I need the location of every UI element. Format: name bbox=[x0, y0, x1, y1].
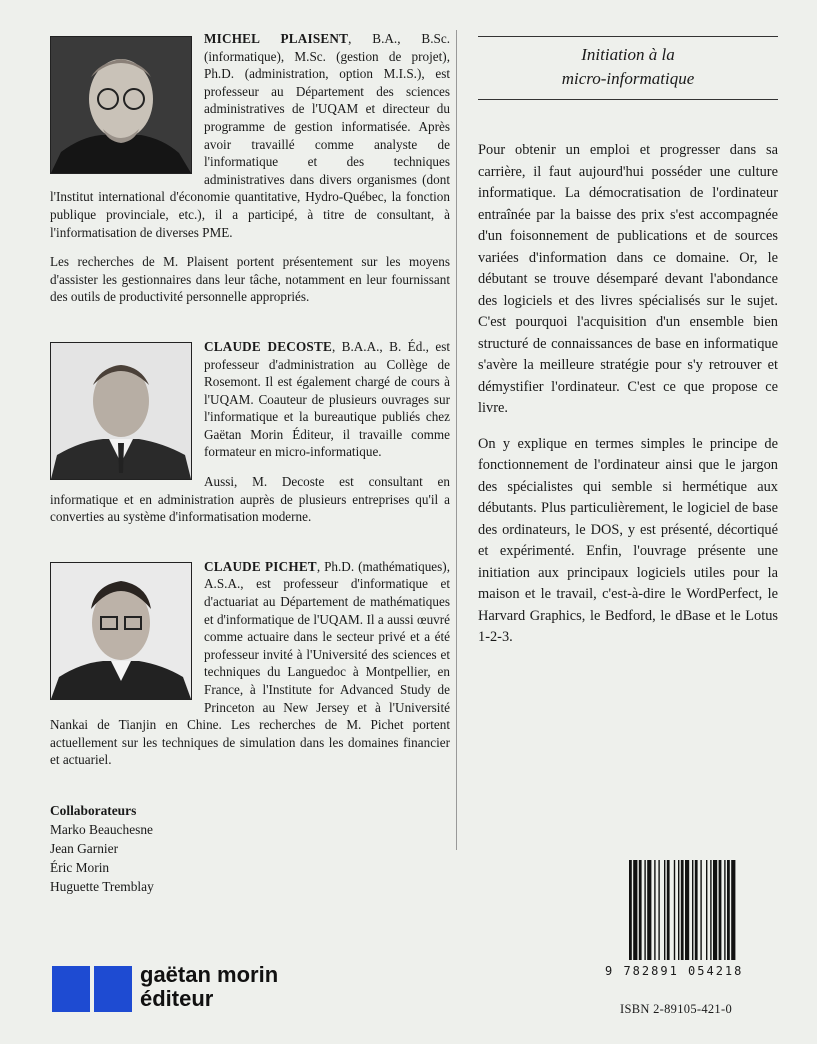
author-name: CLAUDE DECOSTE bbox=[204, 338, 332, 354]
barcode-image bbox=[627, 860, 775, 962]
barcode-bar bbox=[678, 860, 679, 960]
portrait-image bbox=[51, 343, 191, 479]
author-bio-text: , B.A.A., B. Éd., est professeur d'administration au Collège de Rosemont. Il est également chargé de cours à l'UQAM. Coauteur de plusieurs ouvrages sur l'informatique et la bureautique publiés chez Gaëtan Morin Éditeur, il travaille comme formateur en micro-informatique. bbox=[204, 338, 451, 460]
collaborators-list bbox=[50, 801, 450, 896]
barcode-bar bbox=[647, 860, 651, 960]
barcode-bar bbox=[644, 860, 645, 960]
portrait-image bbox=[51, 563, 191, 699]
barcode-bar bbox=[674, 860, 675, 960]
authors-column bbox=[50, 30, 450, 896]
author-photo-pichet bbox=[50, 562, 192, 700]
author-bio-text: , Ph.D. (mathématiques), A.S.A., est professeur d'informatique et d'actuariat au Département de mathématiques et d'informatique de l'UQAM. Il a aussi œuvré comme actuaire dans le secteur privé et a été professeur invité à l'Université des sciences et techniques du Languedoc à Montpellier, en France, à l'Institute for Advanced Study de Princeton au New Jersey et à l'Université Nankai de Tianjin en Chine. Les recherches de M. Pichet portent actuellement sur les techniques de simulation dans les domaines financier et actuariel. bbox=[50, 558, 450, 768]
barcode-bar bbox=[719, 860, 722, 960]
book-title-line: Initiation à la bbox=[581, 45, 675, 64]
barcode-bar bbox=[695, 860, 698, 960]
collaborator-name: Jean Garnier bbox=[50, 840, 119, 856]
barcode-area bbox=[605, 860, 777, 980]
barcode-bar bbox=[706, 860, 707, 960]
book-description bbox=[478, 140, 778, 649]
portrait-image bbox=[51, 37, 191, 173]
collaborators-title: Collaborateurs bbox=[50, 802, 137, 818]
column-divider bbox=[456, 30, 457, 850]
barcode-bar bbox=[633, 860, 637, 960]
author-name: CLAUDE PICHET bbox=[204, 558, 317, 574]
barcode-bar bbox=[700, 860, 701, 960]
barcode-digits: 9 782891 054218 bbox=[605, 964, 744, 978]
author-bio-text: , B.A., B.Sc. (informatique), M.Sc. (gestion de projet), Ph.D. (administration, option M.I.S.), est professeur au Département des sciences administratives de l'UQAM et directeur du programme de gestion informatisée. Après avoir travaillé comme analyste de l'informatique et des techniques administratives dans divers organismes (dont l'Institut international d'économie quantitative, Hydro-Québec, la fonction publique provinciale, etc.), il a participé, à titre de consultant, à l'informatisation de diverses PME. bbox=[50, 31, 450, 240]
book-title-line: micro-informatique bbox=[561, 69, 695, 88]
barcode-bar bbox=[685, 860, 689, 960]
barcode-bar bbox=[710, 860, 711, 960]
collaborator-name: Marko Beauchesne bbox=[50, 821, 153, 837]
publisher-name-line: éditeur bbox=[140, 986, 214, 1011]
barcode-bar bbox=[724, 860, 725, 960]
publisher-name-line: gaëtan morin bbox=[140, 962, 279, 987]
description-paragraph: On y explique en termes simples le principe de fonctionnement de l'ordinateur ainsi que le jargon des spécialistes qui semble si hermétique aux débutants. Plus particulièrement, le logiciel de base des ordinateurs, le DOS, y est présenté, décortiqué et expérimenté. Enfin, l'ouvrage présente une initiation aux principaux logiciels utiles pour la maison et le travail, c'est-à-dire le WordPerfect, le Harvard Graphics, le Bedford, le dBase et le Lotus 1-2-3. bbox=[478, 435, 778, 645]
author-bio-text: Aussi, M. Decoste est consultant en informatique et en administration auprès de plusieurs entreprises qu'il a converties au système d'informatisation moderne. bbox=[50, 474, 450, 525]
logo-square-icon bbox=[52, 966, 90, 1012]
author-name: MICHEL PLAISENT bbox=[204, 31, 349, 46]
author-bio-plaisent bbox=[50, 30, 450, 318]
isbn-number: ISBN 2-89105-421-0 bbox=[620, 1002, 732, 1016]
book-title bbox=[478, 36, 778, 100]
barcode-bar bbox=[629, 860, 632, 960]
barcode-bar bbox=[713, 860, 717, 960]
author-photo-plaisent bbox=[50, 36, 192, 174]
collaborator-name: Huguette Tremblay bbox=[50, 878, 154, 894]
barcode-bar bbox=[692, 860, 693, 960]
publisher-name bbox=[140, 963, 278, 1011]
barcode-bar bbox=[681, 860, 684, 960]
logo-square-icon bbox=[94, 966, 132, 1012]
collaborator-name: Éric Morin bbox=[50, 859, 110, 875]
description-paragraph: Pour obtenir un emploi et progresser dans sa carrière, il faut aujourd'hui posséder une culture informatique. La démocratisation de l'ordinateur entraînée par la baisse des prix s'est accompagnée d'un foisonnement de publications et de sources variées d'information dans ce domaine. Or, le débutant se trouve désemparé devant l'abondance des logiciels et des livres spécialisés sur le sujet. C'est pourquoi l'acquisition d'un ensemble bien structuré de connaissances de base en informatique s'avère la meilleure stratégie pour s'y retrouver et démystifier l'ordinateur. C'est ce que propose ce livre. bbox=[478, 142, 778, 416]
barcode-bar bbox=[727, 860, 730, 960]
book-summary-column bbox=[478, 30, 778, 663]
author-photo-decoste bbox=[50, 342, 192, 480]
barcode-bar bbox=[654, 860, 655, 960]
barcode-bar bbox=[639, 860, 642, 960]
barcode-bar bbox=[667, 860, 670, 960]
author-bio-decoste bbox=[50, 338, 450, 538]
author-bio-pichet bbox=[50, 558, 450, 781]
barcode-bar bbox=[664, 860, 665, 960]
barcode-bar bbox=[731, 860, 735, 960]
publisher-logo bbox=[52, 962, 352, 1014]
author-bio-text: Les recherches de M. Plaisent portent présentement sur les moyens d'assister les gestionnaires dans leur tâche, notamment en leur fournissant des outils de productivité personnelle appropriés. bbox=[50, 254, 450, 305]
barcode-bar bbox=[658, 860, 659, 960]
